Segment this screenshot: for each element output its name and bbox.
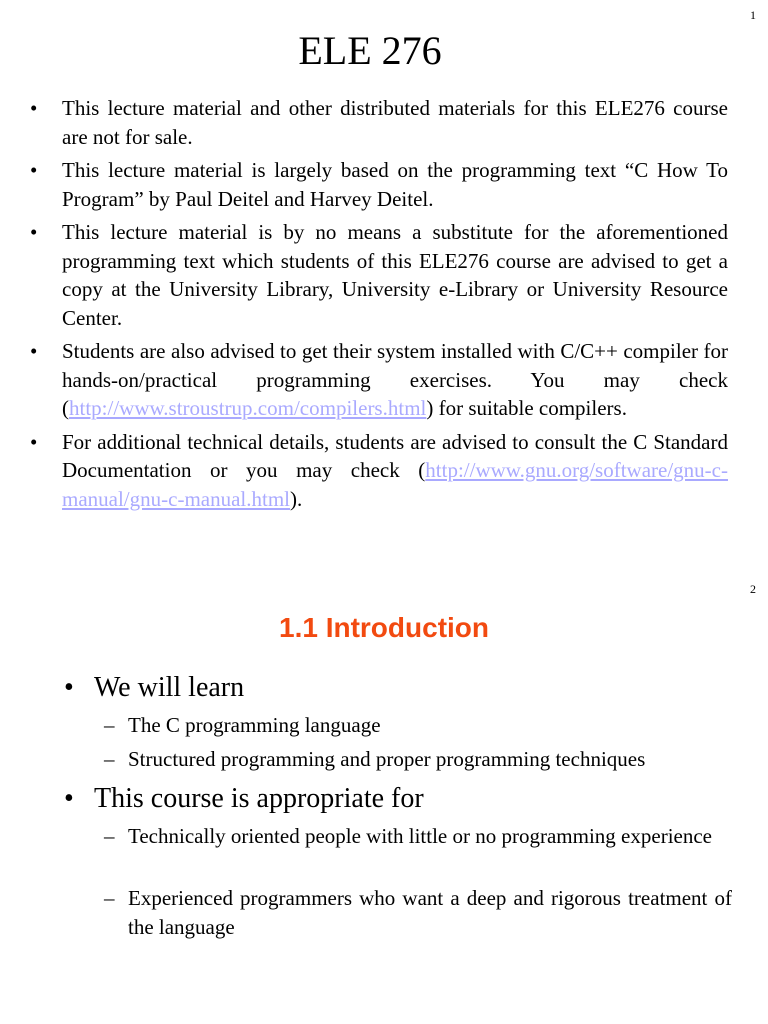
dash-icon: – <box>104 747 115 771</box>
list-item-text-before: Students are also advised to get their system installed with C/C++ compiler for hands-on/practical programming exercises. You may check ( <box>62 339 728 420</box>
sub-item-text: The C programming language <box>128 713 381 737</box>
bullet-heading-text: This course is appropriate for <box>94 783 424 814</box>
gnu-c-manual-link[interactable]: http://www.gnu.org/software/gnu-c-manual/gnu-c-manual.html <box>62 458 728 511</box>
section-title: 1.1 Introduction <box>279 612 489 643</box>
page-number-1: 1 <box>750 8 756 22</box>
bullet-icon: • <box>30 220 38 244</box>
list-item-text: This lecture material and other distributed materials for this ELE276 course are not for sale. <box>62 96 728 149</box>
list-item <box>30 218 728 332</box>
page-number-2: 2 <box>750 582 756 596</box>
dash-icon: – <box>104 713 115 737</box>
list-item-text-after: ) for suitable compilers. <box>426 396 627 420</box>
sub-item <box>104 745 732 774</box>
list-item-text-after: ). <box>290 486 303 511</box>
sub-item <box>104 711 732 740</box>
sub-item-text: Experienced programmers who want a deep and rigorous treatment of the language <box>128 886 732 939</box>
bullet-heading <box>64 783 744 815</box>
sub-item <box>104 822 732 851</box>
list-item <box>30 428 728 514</box>
bullet-icon: • <box>30 96 38 120</box>
dash-icon: – <box>104 886 115 910</box>
bullet-icon: • <box>30 429 38 454</box>
bullet-icon: • <box>30 158 38 182</box>
sub-item <box>104 884 732 941</box>
dash-icon: – <box>104 824 115 848</box>
disclaimer-list <box>30 94 728 518</box>
bullet-icon: • <box>64 783 74 814</box>
bullet-heading <box>64 672 744 704</box>
list-item <box>30 337 728 423</box>
list-item <box>30 156 728 213</box>
compilers-link[interactable]: http://www.stroustrup.com/compilers.html <box>69 396 427 420</box>
list-item-text: This lecture material is by no means a substitute for the aforementioned programming text which students of this ELE276 course are advised to get a copy at the University Library, University e-Library or University Resource Center. <box>62 220 728 330</box>
bullet-icon: • <box>64 672 74 703</box>
slide-title: ELE 276 <box>298 28 442 73</box>
bullet-icon: • <box>30 339 38 363</box>
sub-item-text: Structured programming and proper programming techniques <box>128 747 646 771</box>
bullet-heading-text: We will learn <box>94 672 245 703</box>
sub-item-text: Technically oriented people with little or no programming experience <box>128 824 712 848</box>
list-item-text-before: For additional technical details, students are advised to consult the C Standard Documentation or you may check ( <box>62 429 728 482</box>
list-item-text: This lecture material is largely based on the programming text “C How To Program” by Paul Deitel and Harvey Deitel. <box>62 158 728 211</box>
list-item <box>30 94 728 151</box>
